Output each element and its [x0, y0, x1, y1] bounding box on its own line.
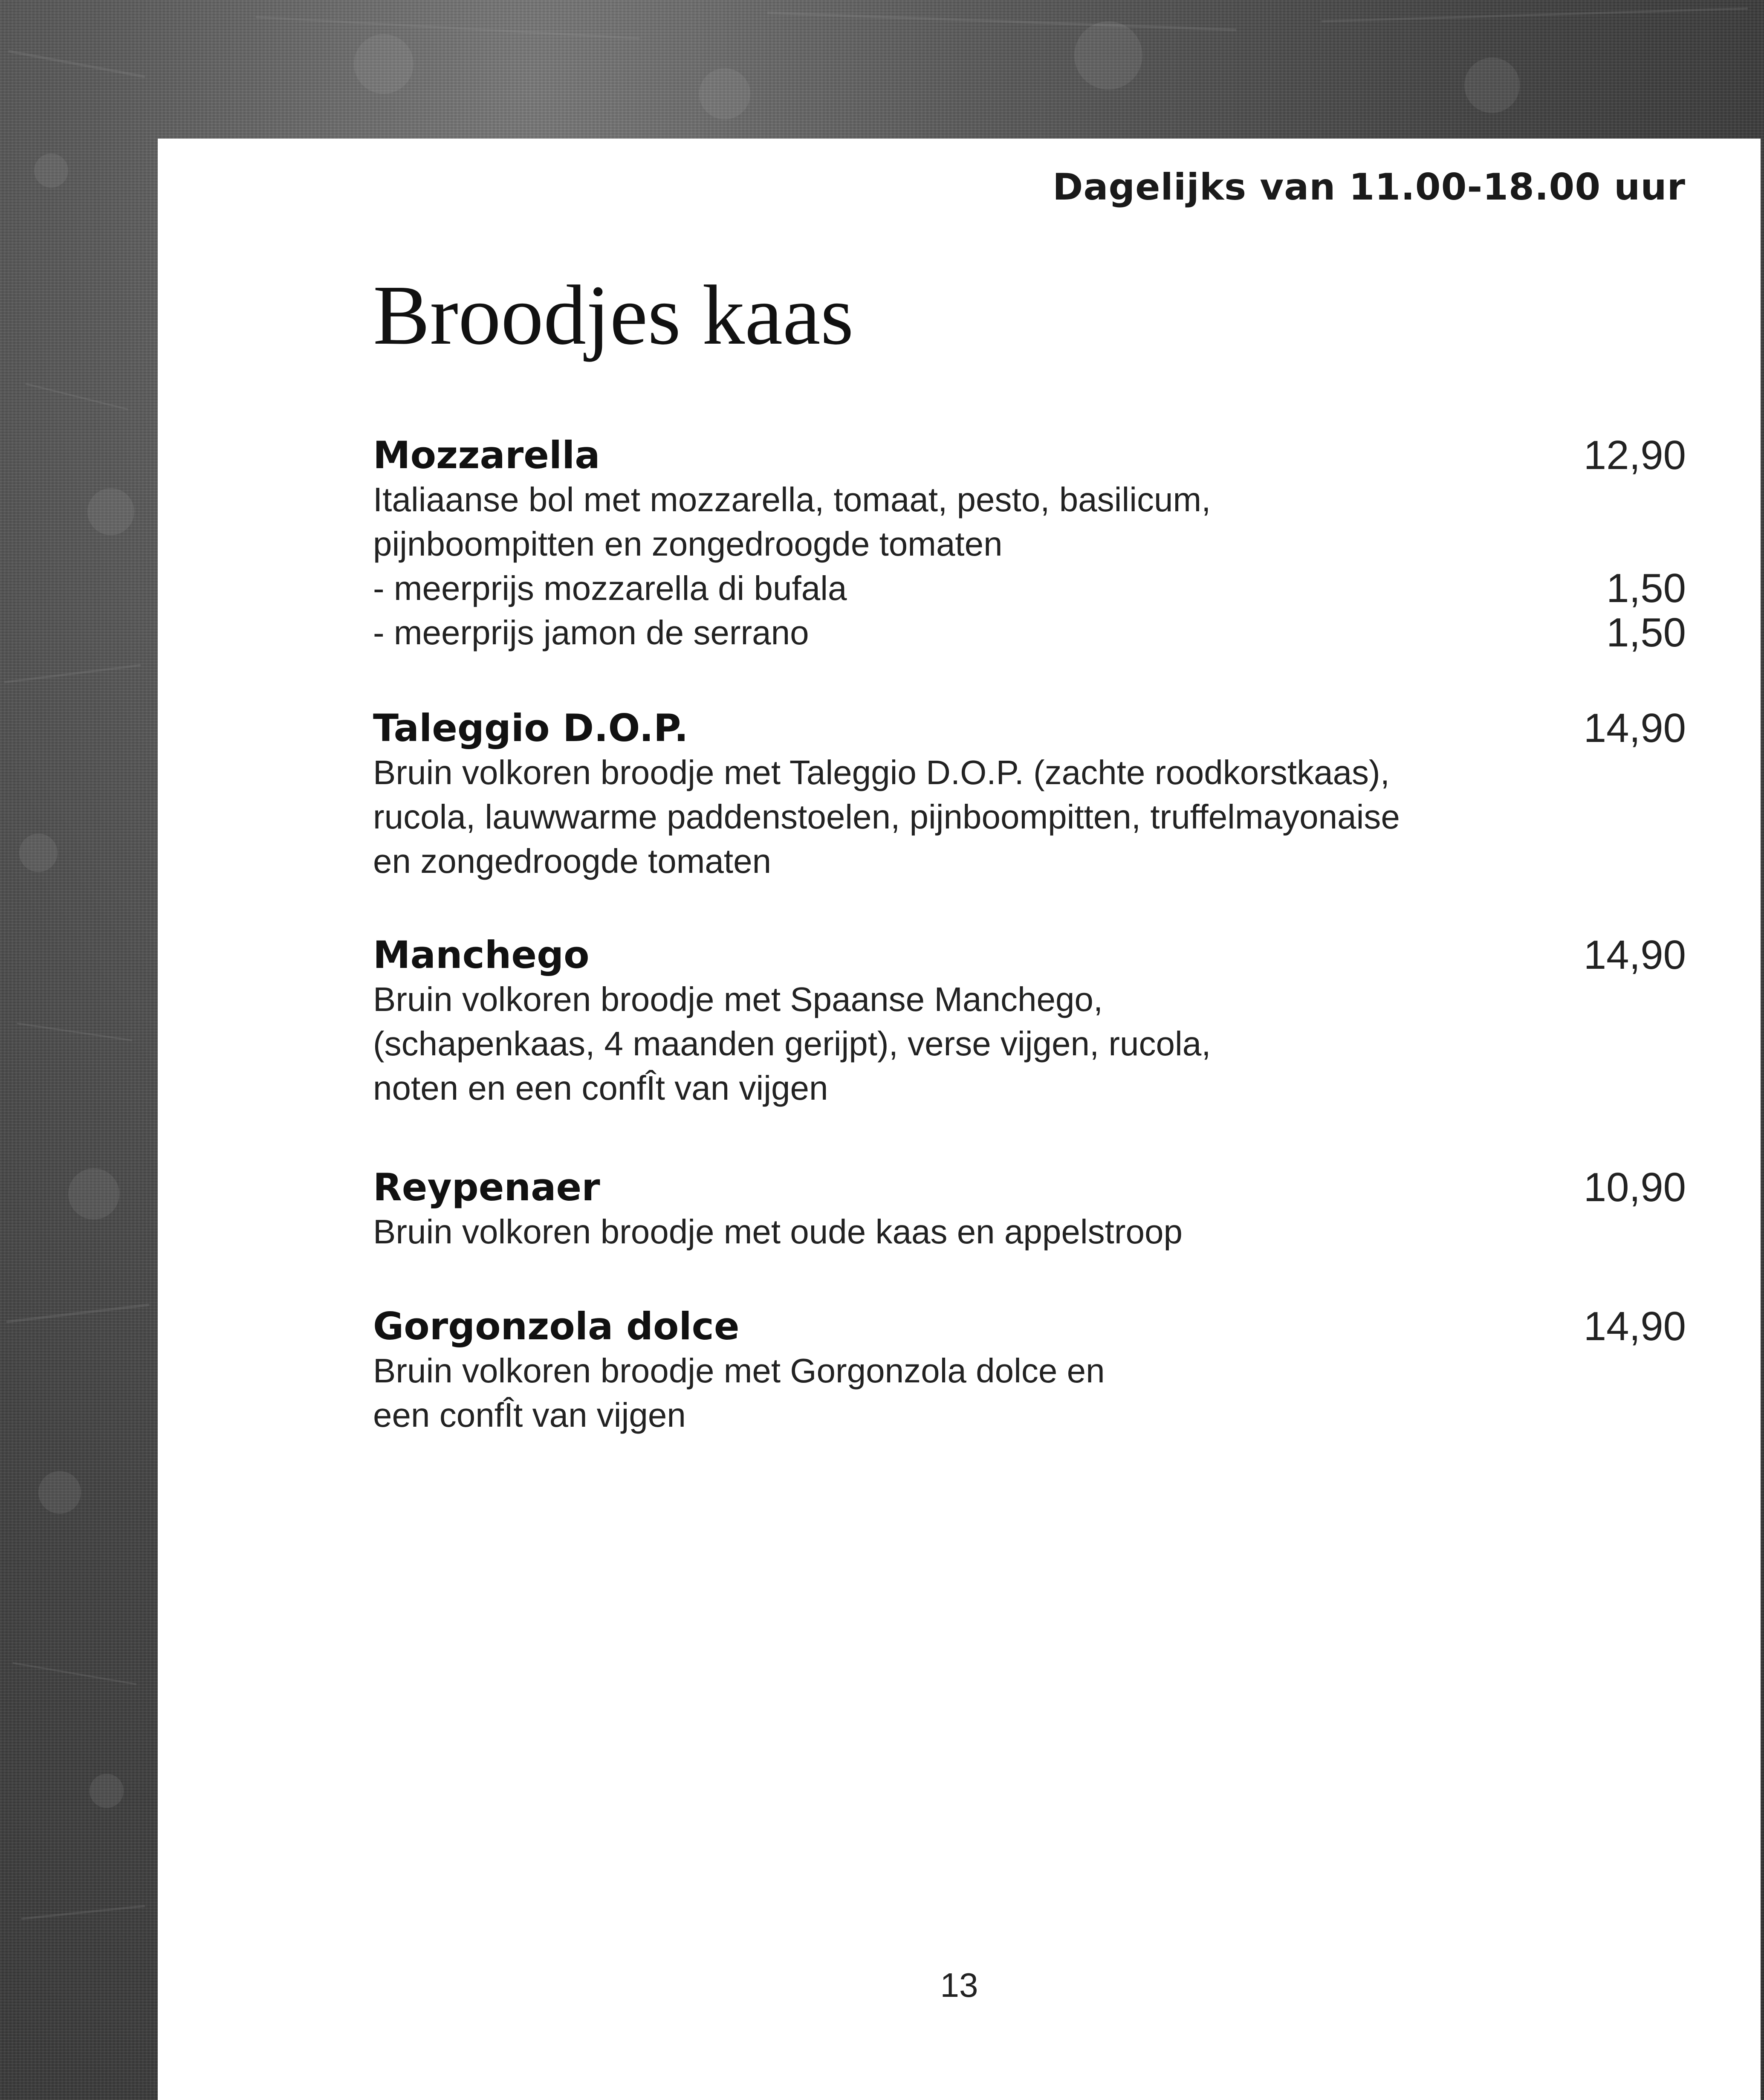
item-description-line: pijnboompitten en zongedroogde tomaten: [373, 525, 1003, 563]
item-description-line: Italiaanse bol met mozzarella, tomaat, pesto, basilicum,: [373, 481, 1211, 518]
item-price: 14,90: [1583, 705, 1686, 751]
menu-item-gorgonzola: [373, 1304, 1686, 1437]
item-description-line: noten en een confÎt van vijgen: [373, 1069, 828, 1107]
item-price: 10,90: [1583, 1164, 1686, 1210]
menu-item-mozzarella: [373, 433, 1686, 655]
item-description-line: (schapenkaas, 4 maanden gerijpt), verse vijgen, rucola,: [373, 1025, 1211, 1063]
menu-item-reypenaer: [373, 1165, 1686, 1254]
page-number: 13: [940, 1966, 978, 2004]
section-title: Broodjes kaas: [373, 268, 854, 362]
item-description-line: Bruin volkoren broodje met Taleggio D.O.P. (zachte roodkorstkaas),: [373, 753, 1390, 791]
extra-label: - meerprijs mozzarella di bufala: [373, 569, 847, 607]
item-description-line: rucola, lauwwarme paddenstoelen, pijnboompitten, truffelmayonaise: [373, 798, 1400, 836]
extra-price: 1,50: [1606, 610, 1686, 655]
item-name: Mozzarella: [373, 433, 600, 477]
item-name: Taleggio D.O.P.: [373, 706, 688, 750]
item-name: Manchego: [373, 933, 590, 977]
item-name: Gorgonzola dolce: [373, 1304, 740, 1348]
item-description-line: en zongedroogde tomaten: [373, 842, 772, 880]
item-name: Reypenaer: [373, 1165, 600, 1209]
item-description-line: een confÎt van vijgen: [373, 1396, 686, 1434]
menu-item-taleggio: [373, 706, 1686, 883]
item-price: 14,90: [1583, 932, 1686, 978]
extra-label: - meerprijs jamon de serrano: [373, 614, 809, 652]
item-description-line: Bruin volkoren broodje met Gorgonzola dolce en: [373, 1352, 1105, 1390]
item-price: 14,90: [1583, 1303, 1686, 1349]
item-extra: [373, 566, 1686, 611]
menu-page: [158, 139, 1761, 2100]
extra-price: 1,50: [1606, 565, 1686, 611]
item-extra: [373, 611, 1686, 655]
item-price: 12,90: [1583, 432, 1686, 478]
opening-hours: Dagelijks van 11.00-18.00 uur: [1053, 166, 1686, 209]
menu-item-manchego: [373, 933, 1686, 1110]
item-description-line: Bruin volkoren broodje met Spaanse Manchego,: [373, 980, 1103, 1018]
item-description-line: Bruin volkoren broodje met oude kaas en appelstroop: [373, 1213, 1183, 1251]
